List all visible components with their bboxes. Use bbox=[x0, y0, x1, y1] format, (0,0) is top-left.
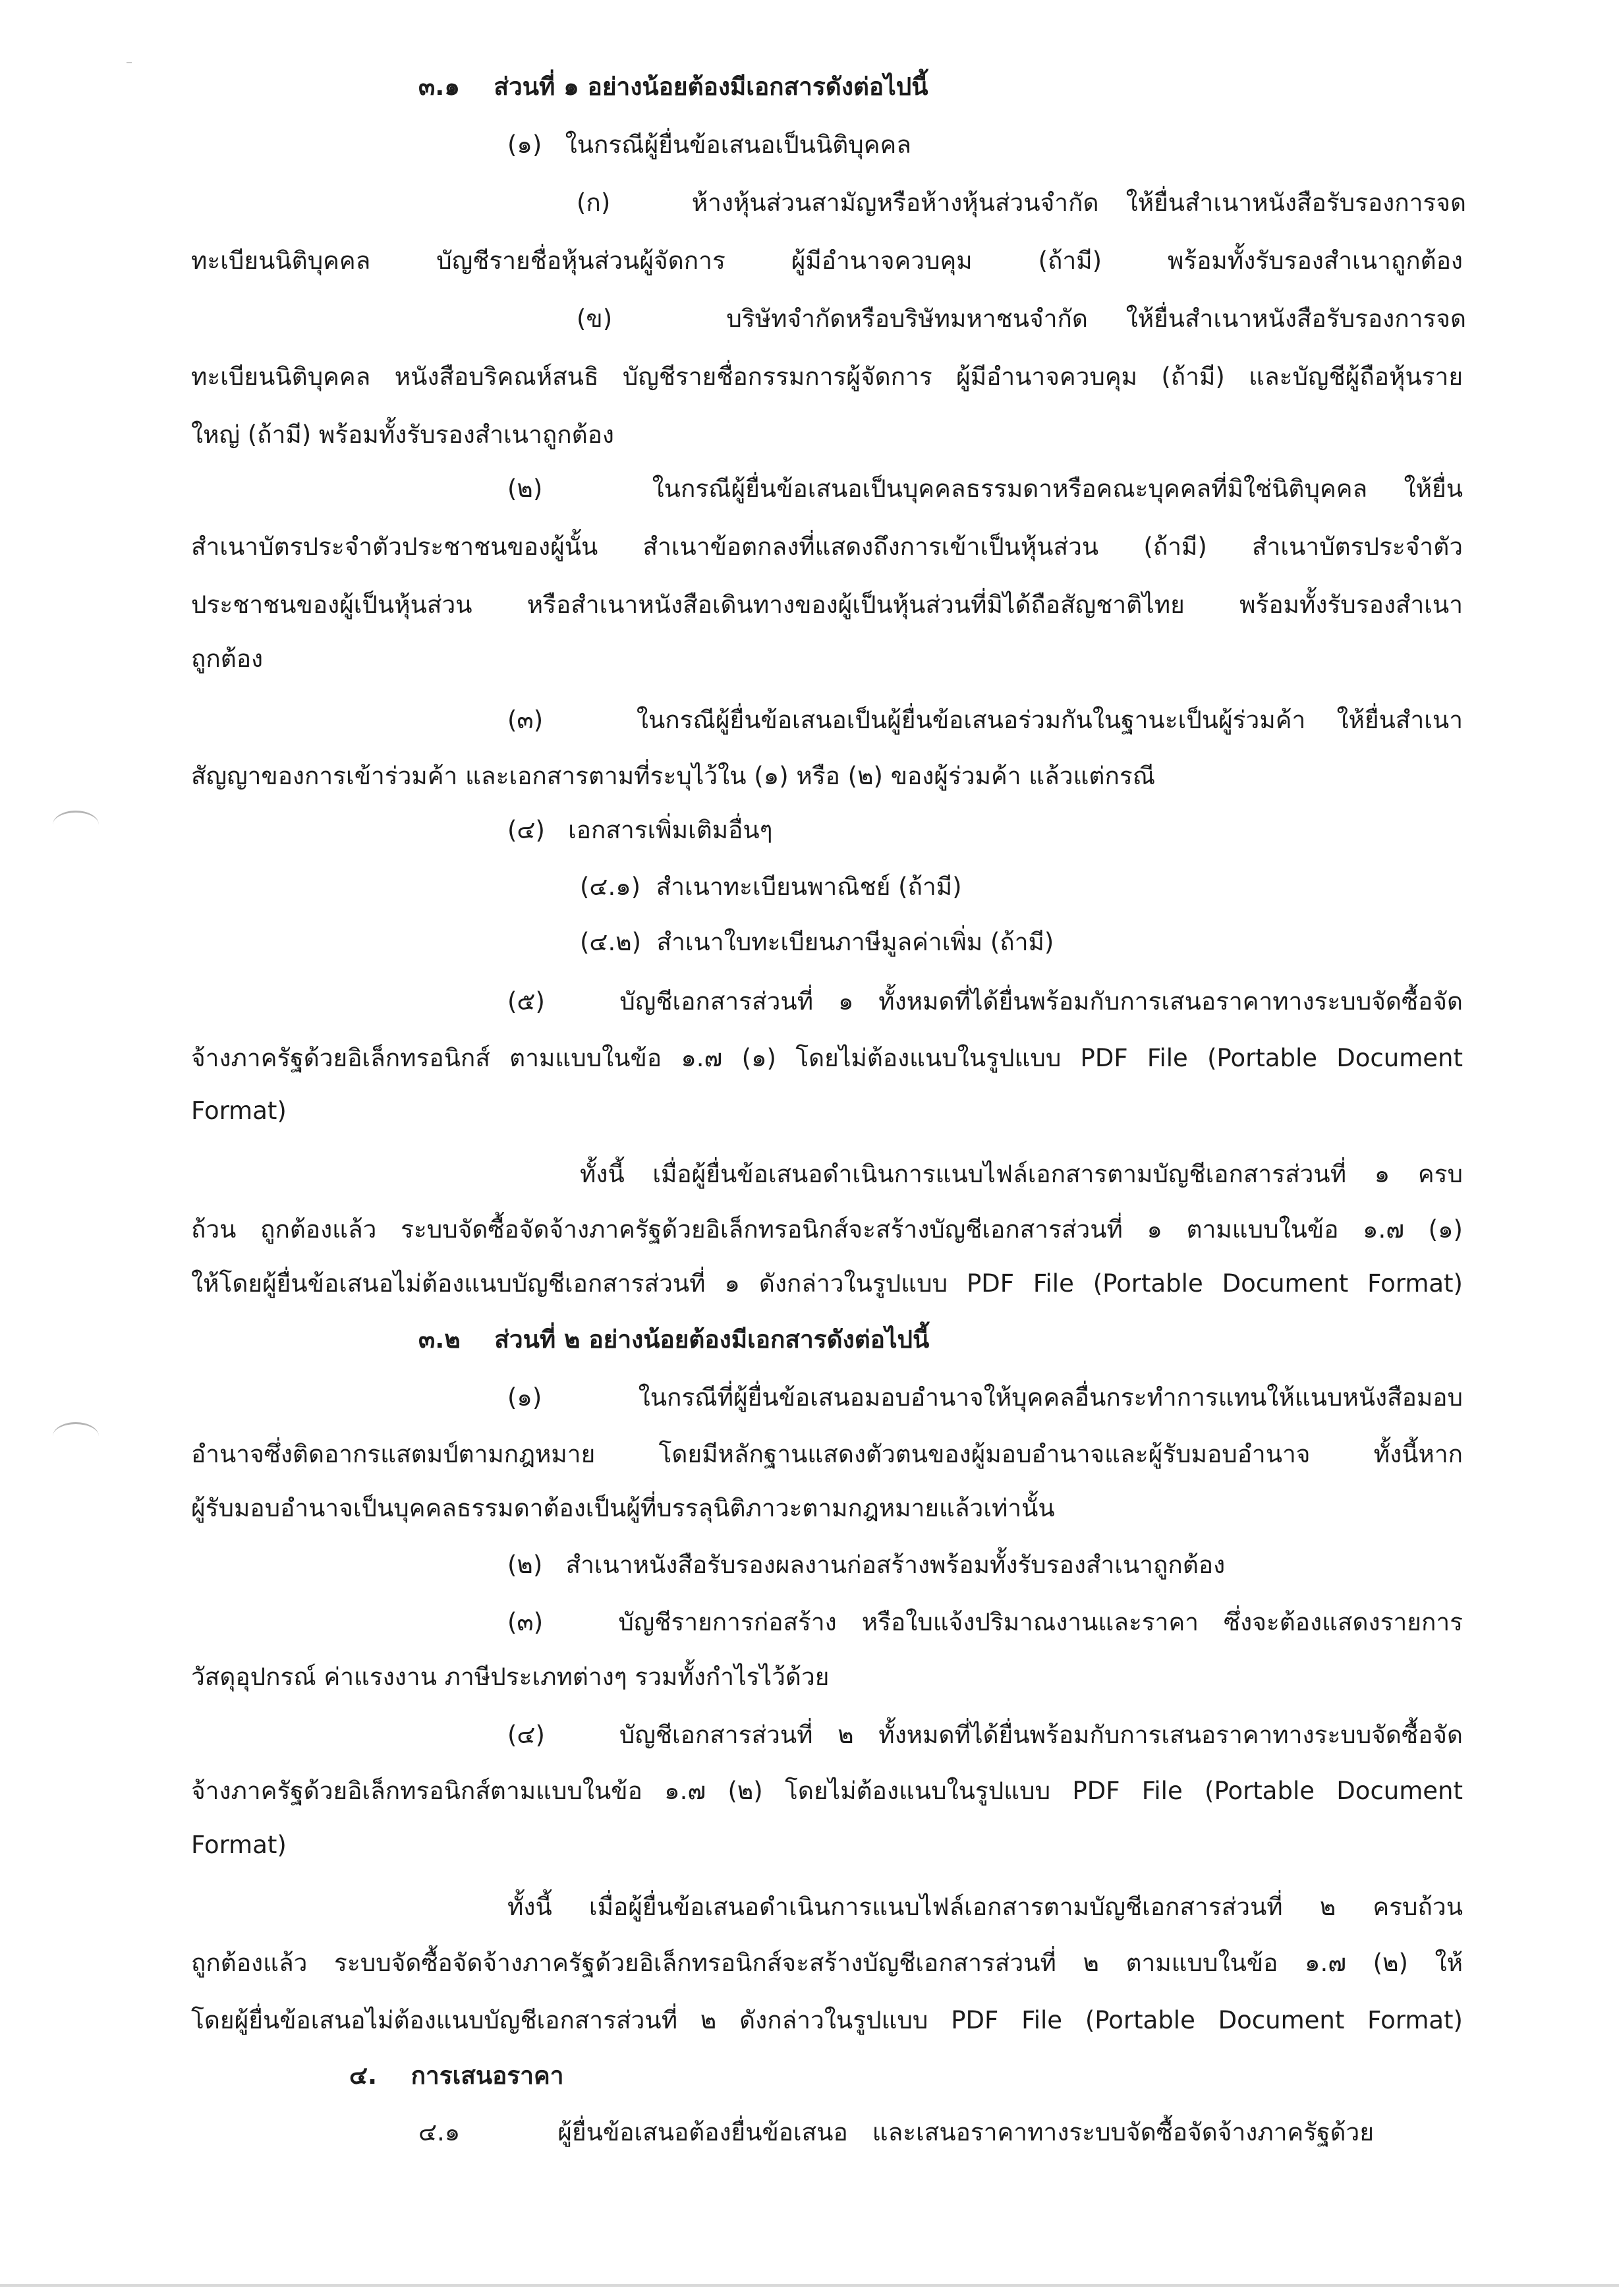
s4-item4-1: ๔.๑ ผู้ยื่นข้อเสนอต้องยื่นข้อเสนอ และเสนอราคาทางระบบจัดซื้อจัดจ้างภาครัฐด้วย bbox=[418, 2118, 1374, 2146]
s31-item1a-line2: ทะเบียนนิติบุคคล บัญชีรายชื่อหุ้นส่วนผู้จัดการ ผู้มีอำนาจควบคุม (ถ้ามี) พร้อมทั้งรับรองสำเนาถูกต้อง bbox=[191, 246, 1463, 275]
s32-item3-line2: วัสดุอุปกรณ์ ค่าแรงงาน ภาษีประเภทต่างๆ รวมทั้งกำไรไว้ด้วย bbox=[191, 1663, 830, 1691]
s31-item2-line3: ประชาชนของผู้เป็นหุ้นส่วน หรือสำเนาหนังสือเดินทางของผู้เป็นหุ้นส่วนที่มิได้ถือสัญชาติไทย พร้อมทั้งรับรองสำเนา bbox=[191, 590, 1463, 619]
s31-item4: (๔) เอกสารเพิ่มเติมอื่นๆ bbox=[507, 816, 773, 844]
s31-note-line1: ทั้งนี้ เมื่อผู้ยื่นข้อเสนอดำเนินการแนบไฟล์เอกสารตามบัญชีเอกสารส่วนที่ ๑ ครบ bbox=[580, 1160, 1463, 1188]
s31-item2-line2: สำเนาบัตรประจำตัวประชาชนของผู้นั้น สำเนาข้อตกลงที่แสดงถึงการเข้าเป็นหุ้นส่วน (ถ้ามี) สำเนาบัตรประจำตัว bbox=[191, 532, 1463, 561]
punch-hole-upper bbox=[53, 811, 99, 839]
s31-item1b-line1: (ข) บริษัทจำกัดหรือบริษัทมหาชนจำกัด ให้ยื่นสำเนาหนังสือรับรองการจด bbox=[577, 304, 1466, 333]
s32-item4-line2: จ้างภาครัฐด้วยอิเล็กทรอนิกส์ตามแบบในข้อ ๑.๗ (๒) โดยไม่ต้องแนบในรูปแบบ PDF File (Portable Document bbox=[191, 1777, 1463, 1805]
s32-item4-line1: (๔) บัญชีเอกสารส่วนที่ ๒ ทั้งหมดที่ได้ยื่นพร้อมกับการเสนอราคาทางระบบจัดซื้อจัด bbox=[507, 1721, 1463, 1749]
section-4-heading: ๔. การเสนอราคา bbox=[349, 2061, 564, 2090]
scan-mark bbox=[127, 62, 132, 63]
s32-item4-line3: Format) bbox=[191, 1831, 287, 1859]
s31-item4-1: (๔.๑) สำเนาทะเบียนพาณิชย์ (ถ้ามี) bbox=[580, 873, 962, 901]
section-3-1-heading: ๓.๑ ส่วนที่ ๑ อย่างน้อยต้องมีเอกสารดังต่อไปนี้ bbox=[418, 72, 928, 101]
s31-item1b-line2: ทะเบียนนิติบุคคล หนังสือบริคณห์สนธิ บัญชีรายชื่อกรรมการผู้จัดการ ผู้มีอำนาจควบคุม (ถ้ามี) และบัญชีผู้ถือหุ้นราย bbox=[191, 362, 1463, 391]
s31-item1b-line3: ใหญ่ (ถ้ามี) พร้อมทั้งรับรองสำเนาถูกต้อง bbox=[191, 420, 614, 449]
s32-item1-line1: (๑) ในกรณีที่ผู้ยื่นข้อเสนอมอบอำนาจให้บุคคลอื่นกระทำการแทนให้แนบหนังสือมอบ bbox=[507, 1383, 1463, 1412]
s31-note-line3: ให้โดยผู้ยื่นข้อเสนอไม่ต้องแนบบัญชีเอกสารส่วนที่ ๑ ดังกล่าวในรูปแบบ PDF File (Portable Document Format) bbox=[191, 1269, 1463, 1298]
s32-item1-line3: ผู้รับมอบอำนาจเป็นบุคคลธรรมดาต้องเป็นผู้ที่บรรลุนิติภาวะตามกฎหมายแล้วเท่านั้น bbox=[191, 1494, 1055, 1522]
s31-item5-line1: (๕) บัญชีเอกสารส่วนที่ ๑ ทั้งหมดที่ได้ยื่นพร้อมกับการเสนอราคาทางระบบจัดซื้อจัด bbox=[507, 987, 1463, 1016]
s31-item3-line2: สัญญาของการเข้าร่วมค้า และเอกสารตามที่ระบุไว้ใน (๑) หรือ (๒) ของผู้ร่วมค้า แล้วแต่กรณี bbox=[191, 762, 1156, 790]
s32-item3-line1: (๓) บัญชีรายการก่อสร้าง หรือใบแจ้งปริมาณงานและราคา ซึ่งจะต้องแสดงรายการ bbox=[507, 1608, 1463, 1636]
s31-note-line2: ถ้วน ถูกต้องแล้ว ระบบจัดซื้อจัดจ้างภาครัฐด้วยอิเล็กทรอนิกส์จะสร้างบัญชีเอกสารส่วนที่ ๑ ตามแบบในข้อ ๑.๗ (๑) bbox=[191, 1215, 1463, 1244]
punch-hole-lower bbox=[53, 1422, 99, 1450]
s32-note-line2: ถูกต้องแล้ว ระบบจัดซื้อจัดจ้างภาครัฐด้วยอิเล็กทรอนิกส์จะสร้างบัญชีเอกสารส่วนที่ ๒ ตามแบบในข้อ ๑.๗ (๒) ให้ bbox=[191, 1949, 1463, 1977]
page-bottom-edge bbox=[0, 2284, 1619, 2287]
s31-item3-line1: (๓) ในกรณีผู้ยื่นข้อเสนอเป็นผู้ยื่นข้อเสนอร่วมกันในฐานะเป็นผู้ร่วมค้า ให้ยื่นสำเนา bbox=[507, 706, 1463, 734]
s31-item2-line4: ถูกต้อง bbox=[191, 645, 264, 673]
s32-note-line3: โดยผู้ยื่นข้อเสนอไม่ต้องแนบบัญชีเอกสารส่วนที่ ๒ ดังกล่าวในรูปแบบ PDF File (Portable Document Format) bbox=[191, 2006, 1463, 2034]
s31-item4-2: (๔.๒) สำเนาใบทะเบียนภาษีมูลค่าเพิ่ม (ถ้ามี) bbox=[580, 928, 1054, 956]
s32-note-line1: ทั้งนี้ เมื่อผู้ยื่นข้อเสนอดำเนินการแนบไฟล์เอกสารตามบัญชีเอกสารส่วนที่ ๒ ครบถ้วน bbox=[507, 1893, 1463, 1921]
s31-item1: (๑) ในกรณีผู้ยื่นข้อเสนอเป็นนิติบุคคล bbox=[507, 130, 911, 159]
s31-item1a-line1: (ก) ห้างหุ้นส่วนสามัญหรือห้างหุ้นส่วนจำกัด ให้ยื่นสำเนาหนังสือรับรองการจด bbox=[577, 188, 1466, 217]
s31-item2-line1: (๒) ในกรณีผู้ยื่นข้อเสนอเป็นบุคคลธรรมดาหรือคณะบุคคลที่มิใช่นิติบุคคล ให้ยื่น bbox=[507, 474, 1463, 503]
s32-item1-line2: อำนาจซึ่งติดอากรแสตมป์ตามกฎหมาย โดยมีหลักฐานแสดงตัวตนของผู้มอบอำนาจและผู้รับมอบอำนาจ ทั้งนี้หาก bbox=[191, 1440, 1463, 1468]
s31-item5-line3: Format) bbox=[191, 1097, 287, 1125]
section-3-2-heading: ๓.๒ ส่วนที่ ๒ อย่างน้อยต้องมีเอกสารดังต่อไปนี้ bbox=[418, 1325, 930, 1354]
s31-item5-line2: จ้างภาครัฐด้วยอิเล็กทรอนิกส์ ตามแบบในข้อ ๑.๗ (๑) โดยไม่ต้องแนบในรูปแบบ PDF File (Portable Document bbox=[191, 1044, 1463, 1072]
s32-item2: (๒) สำเนาหนังสือรับรองผลงานก่อสร้างพร้อมทั้งรับรองสำเนาถูกต้อง bbox=[507, 1551, 1226, 1579]
